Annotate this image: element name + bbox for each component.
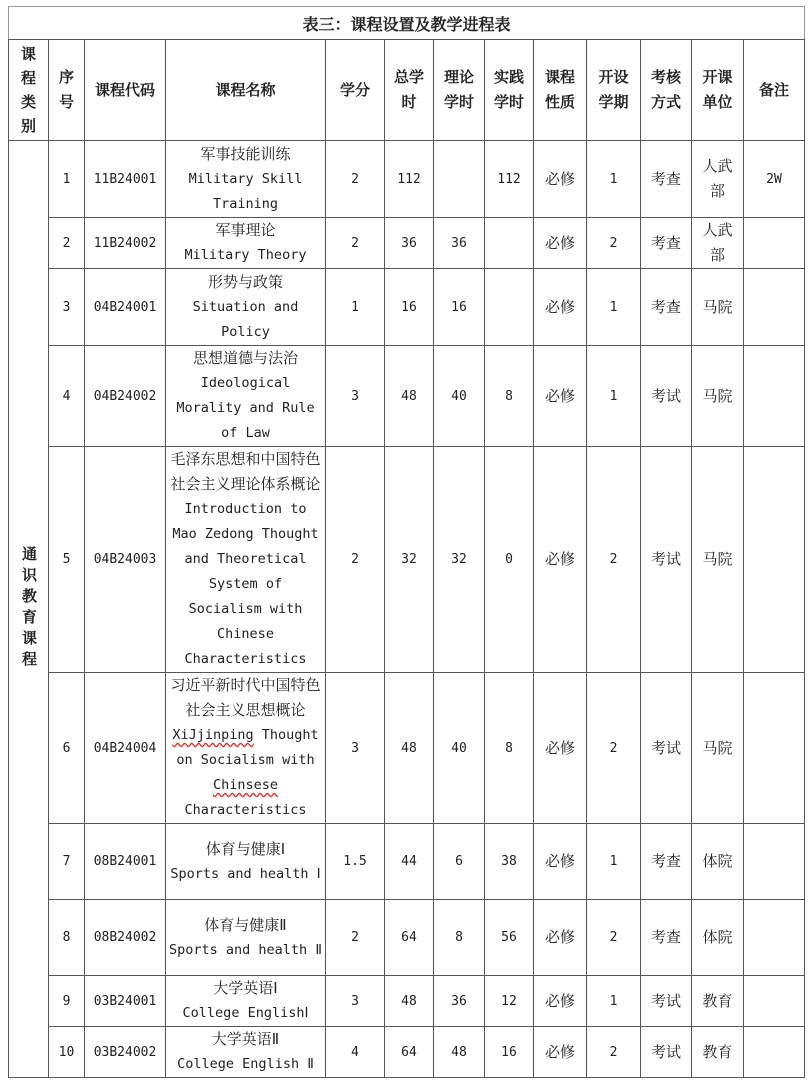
row-name: 习近平新时代中国特色社会主义思想概论 XiJjinping Thought on Socialism with Chinsese Characteristics [166,673,326,824]
table-row [9,447,805,673]
row-theory-hours: 48 [434,1027,485,1078]
table-row [9,141,805,218]
row-code: 03B24002 [85,1027,166,1078]
row-department: 体院 [692,900,744,976]
row-remark [744,900,805,976]
row-total-hours: 48 [385,346,434,447]
row-theory-hours: 36 [434,218,485,269]
row-assessment: 考查 [641,141,692,218]
row-name: 体育与健康Ⅰ Sports and health Ⅰ [166,824,326,900]
row-department: 马院 [692,673,744,824]
row-nature: 必修 [534,673,587,824]
table-row [9,673,805,824]
row-seq: 8 [49,900,85,976]
row-total-hours: 48 [385,673,434,824]
row-department: 教育 [692,976,744,1027]
row-practice-hours [485,218,534,269]
row-semester: 1 [587,269,641,346]
row-total-hours: 36 [385,218,434,269]
row-nature: 必修 [534,447,587,673]
row-credit: 3 [326,673,385,824]
row-assessment: 考查 [641,269,692,346]
row-theory-hours: 6 [434,824,485,900]
row-semester: 2 [587,900,641,976]
header-assessment: 考核方式 [641,40,692,141]
row-department: 马院 [692,346,744,447]
row-remark [744,824,805,900]
row-practice-hours: 8 [485,673,534,824]
header-nature: 课程性质 [534,40,587,141]
table-row [9,976,805,1027]
row-name: 形势与政策 Situation and Policy [166,269,326,346]
row-code: 11B24001 [85,141,166,218]
row-name: 军事理论 Military Theory [166,218,326,269]
row-code: 08B24001 [85,824,166,900]
row-assessment: 考查 [641,900,692,976]
row-total-hours: 48 [385,976,434,1027]
row-total-hours: 16 [385,269,434,346]
row-remark [744,447,805,673]
row-total-hours: 64 [385,1027,434,1078]
header-name: 课程名称 [166,40,326,141]
row-credit: 2 [326,218,385,269]
table-title: 表三：课程设置及教学进程表 [8,6,805,39]
row-credit: 2 [326,141,385,218]
row-credit: 3 [326,976,385,1027]
header-department: 开课单位 [692,40,744,141]
row-nature: 必修 [534,900,587,976]
row-remark [744,673,805,824]
row-department: 人武部 [692,218,744,269]
row-practice-hours: 12 [485,976,534,1027]
row-semester: 2 [587,1027,641,1078]
row-semester: 1 [587,976,641,1027]
row-seq: 1 [49,141,85,218]
row-assessment: 考查 [641,824,692,900]
header-seq: 序号 [49,40,85,141]
row-seq: 9 [49,976,85,1027]
row-code: 08B24002 [85,900,166,976]
row-semester: 1 [587,346,641,447]
row-seq: 10 [49,1027,85,1078]
row-assessment: 考试 [641,447,692,673]
header-semester: 开设学期 [587,40,641,141]
row-nature: 必修 [534,976,587,1027]
row-practice-hours: 112 [485,141,534,218]
row-nature: 必修 [534,1027,587,1078]
row-total-hours: 32 [385,447,434,673]
row-code: 04B24002 [85,346,166,447]
row-nature: 必修 [534,824,587,900]
table-row [9,269,805,346]
header-theory-hours: 理论学时 [434,40,485,141]
header-credit: 学分 [326,40,385,141]
row-seq: 3 [49,269,85,346]
row-theory-hours: 32 [434,447,485,673]
course-table [8,39,805,1078]
row-semester: 2 [587,673,641,824]
row-credit: 1.5 [326,824,385,900]
row-practice-hours [485,269,534,346]
row-name: 大学英语Ⅱ College English Ⅱ [166,1027,326,1078]
row-practice-hours: 16 [485,1027,534,1078]
row-theory-hours: 40 [434,673,485,824]
row-practice-hours: 56 [485,900,534,976]
row-theory-hours: 8 [434,900,485,976]
row-theory-hours [434,141,485,218]
row-remark: 2W [744,141,805,218]
row-practice-hours: 0 [485,447,534,673]
table-row [9,1027,805,1078]
header-code: 课程代码 [85,40,166,141]
row-remark [744,269,805,346]
row-code: 11B24002 [85,218,166,269]
row-department: 马院 [692,269,744,346]
table-row [9,824,805,900]
row-semester: 1 [587,141,641,218]
header-row [9,40,805,141]
row-assessment: 考试 [641,976,692,1027]
row-code: 04B24004 [85,673,166,824]
row-code: 03B24001 [85,976,166,1027]
row-nature: 必修 [534,346,587,447]
row-remark [744,346,805,447]
row-semester: 1 [587,824,641,900]
row-code: 04B24001 [85,269,166,346]
row-credit: 1 [326,269,385,346]
header-remark: 备注 [744,40,805,141]
row-credit: 2 [326,900,385,976]
header-total-hours: 总学时 [385,40,434,141]
row-name: 大学英语Ⅰ College EnglishⅠ [166,976,326,1027]
category-cell: 通识教育课程 [9,141,49,1078]
row-seq: 5 [49,447,85,673]
row-seq: 7 [49,824,85,900]
row-remark [744,976,805,1027]
spellcheck-underline: XiJjinping [172,727,254,743]
row-total-hours: 112 [385,141,434,218]
row-seq: 2 [49,218,85,269]
row-credit: 3 [326,346,385,447]
row-theory-hours: 36 [434,976,485,1027]
row-theory-hours: 40 [434,346,485,447]
row-seq: 4 [49,346,85,447]
row-assessment: 考试 [641,673,692,824]
row-department: 马院 [692,447,744,673]
row-assessment: 考查 [641,218,692,269]
row-name: 体育与健康Ⅱ Sports and health Ⅱ [166,900,326,976]
row-name: 毛泽东思想和中国特色社会主义理论体系概论 Introduction to Mao Zedong Thought and Theoretical System of Socialism with Chinese Characteristics [166,447,326,673]
row-code: 04B24003 [85,447,166,673]
row-remark [744,1027,805,1078]
table-row [9,218,805,269]
row-name: 思想道德与法治 Ideological Morality and Rule of Law [166,346,326,447]
row-department: 体院 [692,824,744,900]
row-practice-hours: 38 [485,824,534,900]
row-nature: 必修 [534,218,587,269]
row-total-hours: 44 [385,824,434,900]
table-row [9,346,805,447]
spellcheck-underline: Chinsese [212,777,279,793]
header-practice-hours: 实践学时 [485,40,534,141]
row-theory-hours: 16 [434,269,485,346]
row-assessment: 考试 [641,1027,692,1078]
row-semester: 2 [587,447,641,673]
row-total-hours: 64 [385,900,434,976]
row-nature: 必修 [534,269,587,346]
row-credit: 4 [326,1027,385,1078]
row-credit: 2 [326,447,385,673]
row-remark [744,218,805,269]
row-nature: 必修 [534,141,587,218]
row-semester: 2 [587,218,641,269]
row-name: 军事技能训练 Military Skill Training [166,141,326,218]
table-row [9,900,805,976]
row-seq: 6 [49,673,85,824]
header-category: 课程类别 [9,40,49,141]
row-practice-hours: 8 [485,346,534,447]
row-assessment: 考试 [641,346,692,447]
row-department: 人武部 [692,141,744,218]
row-department: 教育 [692,1027,744,1078]
